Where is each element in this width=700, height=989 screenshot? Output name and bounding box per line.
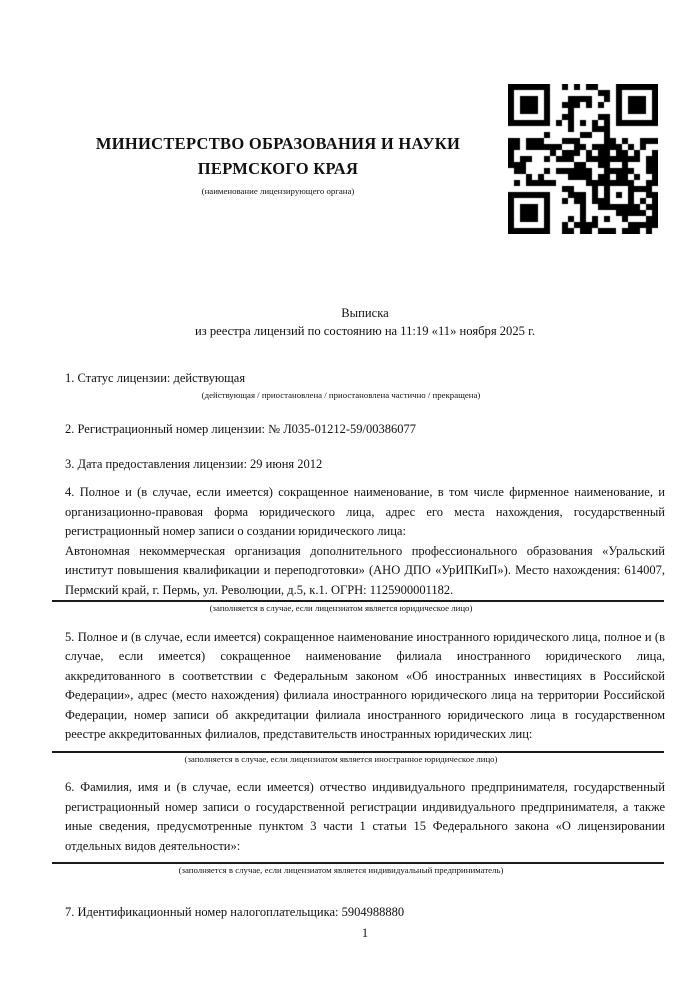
section-license-status — [65, 369, 665, 401]
section-taxpayer-number — [65, 903, 665, 923]
registration-number-text: 2. Регистрационный номер лицензии: № Л035-01212-59/00386077 — [65, 422, 416, 436]
authority-name-caption: (наименование лицензирующего органа) — [201, 186, 355, 196]
authority-name-line1: МИНИСТЕРСТВО ОБРАЗОВАНИЯ И НАУКИ — [95, 134, 461, 153]
license-status-text: 1. Статус лицензии: действующая — [65, 371, 246, 385]
section-registration-number — [65, 420, 665, 440]
foreign-entity-caption: (заполняется в случае, если лицензиатом является иностранное юридическое лицо) — [184, 753, 498, 764]
section-legal-entity — [65, 483, 665, 615]
document-title-line2: из реестра лицензий по состоянию на 11:19 «11» ноября 2025 г. — [194, 324, 535, 338]
authority-name-line2: ПЕРМСКОГО КРАЯ — [197, 159, 359, 178]
document-title-line1: Выписка — [341, 306, 389, 320]
qr-code — [508, 84, 658, 234]
section-license-date — [65, 455, 665, 475]
document-body — [65, 369, 665, 922]
individual-entrepreneur-caption: (заполняется в случае, если лицензиатом является индивидуальный предприниматель) — [178, 865, 504, 875]
license-date-text: 3. Дата предоставления лицензии: 29 июня 2012 — [65, 456, 323, 471]
foreign-entity-label: 5. Полное и (в случае, если имеется) сокращенное наименование иностранного юридического лица, полное и (в случае, если имеется) сокращенное наименование филиала иностранного юридического лица, аккредитованного в соответствии с Федеральным законом «Об иностранных инвестициях в Российской Федерации», адрес (место нахождения) филиала иностранного юридического лица на территории Российской Федерации, номер записи об аккредитации филиала иностранного юридического лица в государственном реестре аккредитованных филиалов, представительств иностранных юридических лиц: — [65, 629, 665, 741]
legal-entity-caption: (заполняется в случае, если лицензиатом является юридическое лицо) — [209, 603, 473, 613]
individual-entrepreneur-label: 6. Фамилия, имя и (в случае, если имеется) отчество индивидуального предпринимателя, государственный регистрационный номер записи о государственной регистрации индивидуального предпринимателя, а также иные сведения, предусмотренные пунктом 3 части 1 статьи 15 Федерального закона «О лицензировании отдельных видов деятельности»: — [65, 780, 665, 853]
page-number: 1 — [361, 926, 369, 940]
section-individual-entrepreneur — [65, 778, 665, 877]
legal-entity-value: Автономная некоммерческая организация дополнительного профессионального образования «Уральский институт повышения квалификации и переподготовки» (АНО ДПО «УрИПКиП»). Место нахождения: 614007, Пермский край, г. Пермь, ул. Революции, д.5, к.1. ОГРН: 1125900001182. — [65, 543, 665, 597]
license-status-options-caption: (действующая / приостановлена / приостановлена частично / прекращена) — [201, 389, 481, 400]
licensing-authority-header — [62, 131, 494, 197]
legal-entity-label: 4. Полное и (в случае, если имеется) сокращенное наименование, в том числе фирменное наименование, и организационно-правовая форма юридического лица, адрес его места нахождения, государственный регистрационный номер записи о создании юридического лица: — [65, 485, 665, 538]
section-foreign-entity — [65, 628, 665, 766]
document-title — [65, 304, 665, 340]
taxpayer-number-text: 7. Идентификационный номер налогоплательщика: 5904988880 — [65, 904, 405, 919]
